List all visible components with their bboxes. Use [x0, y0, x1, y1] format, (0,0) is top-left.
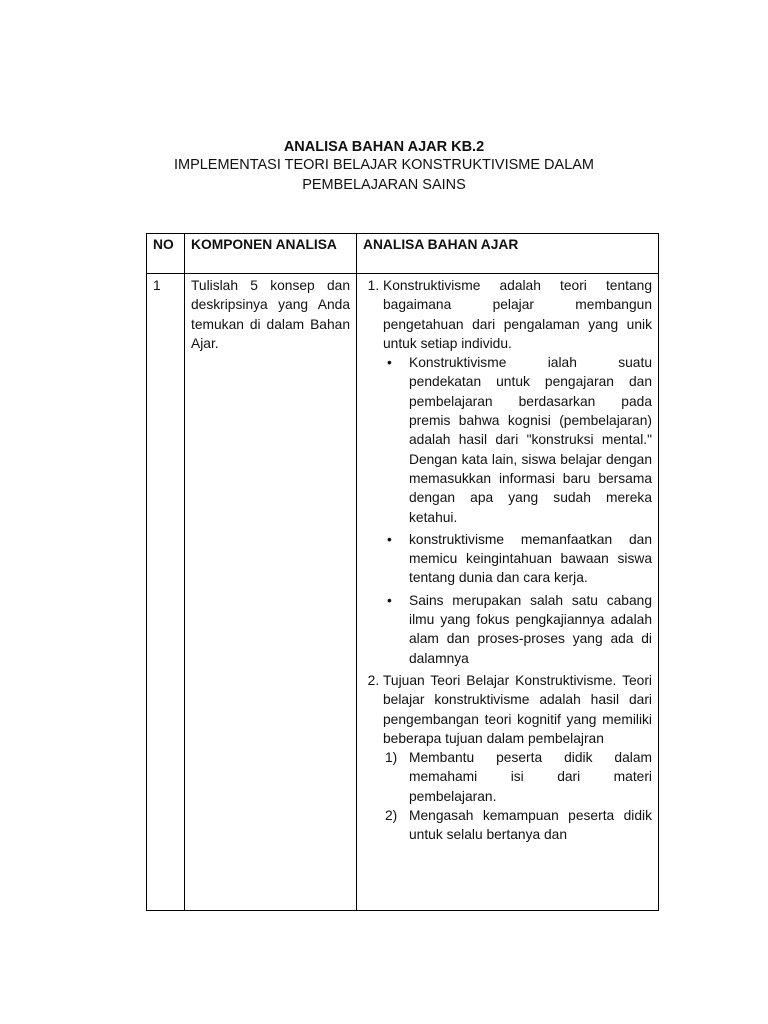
document-title — [0, 137, 768, 157]
bullet-item: • Konstruktivisme ialah suatu pendekatan untuk pengajaran dan pembelajaran berdasarkan pada premis bahwa kognisi (pembelajaran) adalah hasil dari "konstruksi mental." Dengan kata lain, siswa belajar dengan memasukkan informasi baru bersama dengan apa yang sudah mereka ketahui. — [387, 355, 652, 525]
analysis-point-1 — [383, 276, 652, 668]
document-subtitle — [0, 155, 768, 195]
point-2-items — [383, 748, 652, 844]
point-2-text: 2. Tujuan Teori Belajar Konstruktivisme. Teori belajar konstruktivisme adalah hasil dari pengembangan teori kognitif yang memiliki beberapa tujuan dalam pembelajran — [383, 672, 652, 746]
point-1-text: 1. Konstruktivisme adalah teori tentang bagaimana pelajar membangun pengetahuan dari pengalaman yang unik untuk setiap individu. — [383, 278, 652, 351]
analysis-list — [361, 276, 652, 845]
subtitle-line-1: IMPLEMENTASI TEORI BELAJAR KONSTRUKTIVISME DALAM — [173, 157, 595, 173]
bullet-item: • konstruktivisme memanfaatkan dan memicu keingintahuan bawaan siswa tentang dunia dan cara kerja. — [387, 531, 652, 586]
title-text: ANALISA BAHAN AJAR KB.2 — [283, 139, 485, 155]
bullet-icon: • — [387, 355, 392, 371]
point-1-bullets — [383, 353, 652, 668]
analysis-point-2 — [383, 671, 652, 845]
header-cell-komponen: KOMPONEN ANALISA — [185, 234, 357, 274]
cell-komponen: Tulislah 5 konsep dan deskripsinya yang Anda temukan di dalam Bahan Ajar. — [185, 274, 357, 911]
cell-analisa — [357, 274, 659, 911]
table-row — [147, 274, 659, 911]
header-cell-no: NO — [147, 234, 185, 274]
analysis-content — [357, 274, 658, 910]
analysis-table — [146, 233, 659, 911]
header-cell-analisa: ANALISA BAHAN AJAR — [357, 234, 659, 274]
cell-no: 1 — [147, 274, 185, 911]
bullet-icon: • — [387, 592, 392, 608]
subtitle-line-2: PEMBELAJARAN SAINS — [302, 177, 466, 193]
bullet-icon: • — [387, 531, 392, 547]
sub-item: 1) Membantu peserta didik dalam memahami isi dari materi pembelajaran. — [385, 750, 652, 804]
bullet-item: • Sains merupakan salah satu cabang ilmu yang fokus pengkajiannya adalah alam dan proses-proses yang ada di dalamnya — [387, 592, 652, 666]
table-header-row — [147, 234, 659, 274]
sub-item: 2) Mengasah kemampuan peserta didik untuk selalu bertanya dan — [385, 808, 652, 843]
